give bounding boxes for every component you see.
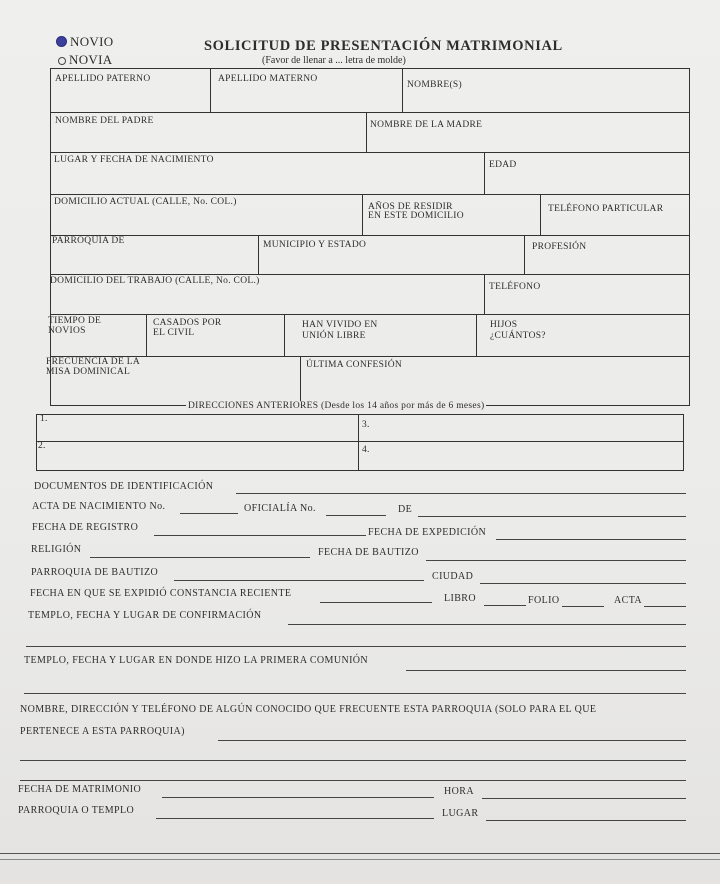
conocido-label-2: PERTENECE A ESTA PARROQUIA) (20, 726, 185, 737)
lugar-fecha-nac-label: LUGAR Y FECHA DE NACIMIENTO (54, 155, 214, 165)
bottom-rule-2 (0, 859, 720, 860)
lugar-label: LUGAR (442, 808, 479, 819)
nombres-label: NOMBRE(S) (407, 80, 462, 90)
direccion-4-label: 4. (362, 445, 370, 455)
hora-label: HORA (444, 786, 474, 797)
fecha-bautizo-line[interactable] (426, 560, 686, 561)
form-title: SOLICITUD DE PRESENTACIÓN MATRIMONIAL (204, 38, 563, 54)
documentos-label: DOCUMENTOS DE IDENTIFICACIÓN (34, 481, 214, 492)
frecuencia-label-2: MISA DOMINICAL (46, 367, 131, 377)
ciudad-label: CIUDAD (432, 571, 474, 582)
anos-residir-label-1: AÑOS DE RESIDIR (368, 202, 453, 212)
novia-option[interactable]: NOVIA (58, 52, 112, 68)
lugar-line[interactable] (486, 820, 686, 821)
bottom-rule (0, 853, 720, 854)
acta-nac-line[interactable] (180, 513, 238, 514)
libro-label: LIBRO (444, 593, 476, 604)
fecha-expedicion-label: FECHA DE EXPEDICIÓN (368, 527, 487, 538)
radio-filled-icon (56, 36, 67, 47)
de-line[interactable] (418, 516, 686, 517)
direccion-1-label: 1. (40, 414, 48, 424)
conocido-line-2[interactable] (20, 760, 686, 761)
conocido-label-1: NOMBRE, DIRECCIÓN Y TELÉFONO DE ALGÚN CONOCIDO QUE FRECUENTE ESTA PARROQUIA (SOLO PARA EL QUE (20, 704, 597, 715)
frecuencia-label-1: FRECUENCIA DE LA (46, 357, 140, 367)
hijos-label-1: HIJOS (490, 320, 518, 330)
parroquia-de-label: PARROQUIA DE (52, 236, 125, 246)
edad-label: EDAD (489, 160, 517, 170)
hora-line[interactable] (482, 798, 686, 799)
templo-confirmacion-line-2[interactable] (26, 646, 686, 647)
fecha-expedicion-line[interactable] (496, 539, 686, 540)
casados-civil-label-2: EL CIVIL (153, 328, 195, 338)
folio-label: FOLIO (528, 595, 560, 606)
fecha-matrimonio-line[interactable] (162, 797, 434, 798)
domicilio-actual-label: DOMICILIO ACTUAL (CALLE, No. COL.) (54, 197, 237, 207)
casados-civil-label-1: CASADOS POR (153, 318, 222, 328)
apellido-materno-label: APELLIDO MATERNO (218, 74, 318, 84)
nombre-padre-label: NOMBRE DEL PADRE (55, 116, 154, 126)
oficialia-line[interactable] (326, 515, 386, 516)
templo-confirmacion-label: TEMPLO, FECHA Y LUGAR DE CONFIRMACIÓN (28, 610, 262, 621)
templo-confirmacion-line[interactable] (288, 624, 686, 625)
fecha-registro-line[interactable] (154, 535, 366, 536)
profesion-label: PROFESIÓN (532, 242, 587, 252)
templo-comunion-line-2[interactable] (24, 693, 686, 694)
fecha-registro-label: FECHA DE REGISTRO (32, 522, 139, 533)
fecha-bautizo-label: FECHA DE BAUTIZO (318, 547, 419, 558)
libro-line[interactable] (484, 605, 526, 606)
parroquia-templo-line[interactable] (156, 818, 434, 819)
telefono-label: TELÉFONO (489, 282, 541, 292)
religion-line[interactable] (90, 557, 310, 558)
conocido-line-3[interactable] (20, 780, 686, 781)
conocido-line[interactable] (218, 740, 686, 741)
direccion-3-label: 3. (362, 420, 370, 430)
ultima-confesion-label: ÚLTIMA CONFESIÓN (306, 360, 403, 370)
han-vivido-label-1: HAN VIVIDO EN (302, 320, 378, 330)
tiempo-novios-label-2: NOVIOS (48, 326, 86, 336)
acta-nac-label: ACTA DE NACIMIENTO No. (32, 501, 166, 512)
fecha-constancia-line[interactable] (320, 602, 432, 603)
apellido-paterno-label: APELLIDO PATERNO (55, 74, 151, 84)
domicilio-trabajo-label: DOMICILIO DEL TRABAJO (CALLE, No. COL.) (50, 276, 260, 286)
templo-comunion-label: TEMPLO, FECHA Y LUGAR EN DONDE HIZO LA PRIMERA COMUNIÓN (24, 655, 369, 666)
municipio-estado-label: MUNICIPIO Y ESTADO (263, 240, 367, 250)
form-subtitle: (Favor de llenar a ... letra de molde) (262, 55, 406, 66)
parroquia-bautizo-label: PARROQUIA DE BAUTIZO (31, 567, 159, 578)
oficialia-label: OFICIALÍA No. (244, 503, 316, 514)
documentos-line[interactable] (236, 493, 686, 494)
telefono-particular-label: TELÉFONO PARTICULAR (548, 204, 664, 214)
acta-line[interactable] (644, 606, 686, 607)
ciudad-line[interactable] (480, 583, 686, 584)
direccion-2-label: 2. (38, 441, 46, 451)
hijos-label-2: ¿CUÁNTOS? (490, 331, 546, 341)
han-vivido-label-2: UNIÓN LIBRE (302, 331, 366, 341)
religion-label: RELIGIÓN (31, 544, 82, 555)
nombre-madre-label: NOMBRE DE LA MADRE (370, 120, 483, 130)
templo-comunion-line[interactable] (406, 670, 686, 671)
tiempo-novios-label-1: TIEMPO DE (48, 316, 102, 326)
fecha-matrimonio-label: FECHA DE MATRIMONIO (18, 784, 142, 795)
parroquia-bautizo-line[interactable] (174, 580, 424, 581)
novio-option[interactable]: NOVIO (56, 34, 113, 50)
radio-empty-icon (58, 57, 66, 65)
direcciones-anteriores-label: DIRECCIONES ANTERIORES (Desde los 14 años por más de 6 meses) (188, 401, 485, 411)
direcciones-table (36, 414, 684, 471)
de-label: DE (398, 504, 413, 515)
folio-line[interactable] (562, 606, 604, 607)
fecha-constancia-label: FECHA EN QUE SE EXPIDIÓ CONSTANCIA RECIENTE (30, 588, 292, 599)
acta-label: ACTA (614, 595, 643, 606)
parroquia-templo-label: PARROQUIA O TEMPLO (18, 805, 135, 816)
anos-residir-label-2: EN ESTE DOMICILIO (368, 211, 464, 221)
